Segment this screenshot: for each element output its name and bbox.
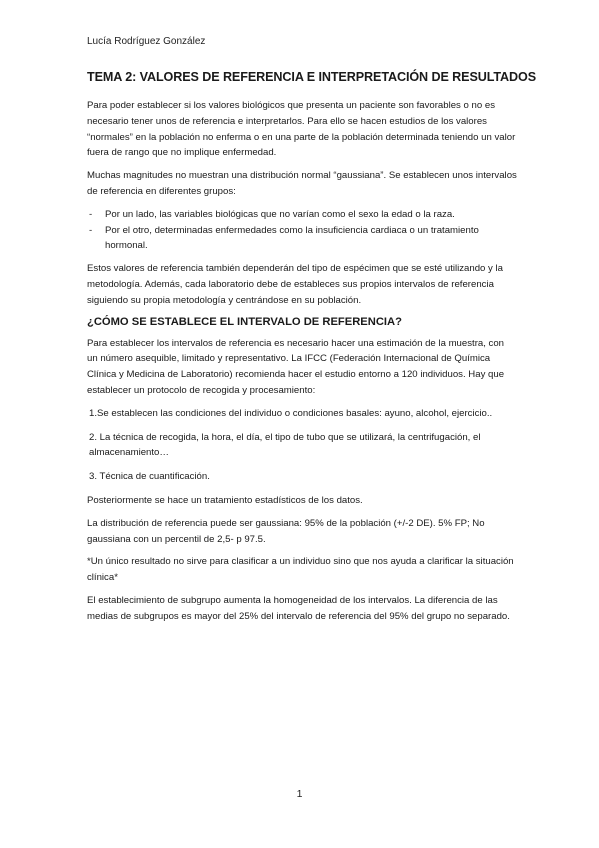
section-heading: ¿CÓMO SE ESTABLECE EL INTERVALO DE REFERENCIA? — [87, 315, 402, 328]
protocol-step-1: 1.Se establecen las condiciones del individuo o condiciones basales: ayuno, alcohol, ejercicio.. — [89, 407, 493, 419]
bullet-dash: - — [89, 208, 93, 220]
subgroup-paragraph: El establecimiento de subgrupo aumenta la homogeneidad de los intervalos. La diferencia de las medias de subgrupos es mayor del 25% del intervalo de referencia del 95% del grupo no separado. — [87, 594, 510, 622]
protocol-step-2: 2. La técnica de recogida, la hora, el día, el tipo de tubo que se utilizará, la centrifugación, el almacenamiento… — [89, 431, 481, 459]
page-number: 1 — [296, 788, 303, 800]
list-item — [87, 223, 517, 255]
header-author: Lucía Rodríguez González — [87, 36, 206, 47]
reference-groups-list — [87, 207, 517, 254]
specimen-paragraph: Estos valores de referencia también dependerán del tipo de espécimen que se esté utilizando y la metodología. Además, cada laboratorio debe de estableces sus propios intervalos de referencia siguiendo su propia metodología y centrándose en su población. — [87, 263, 503, 306]
distribution-paragraph: La distribución de referencia puede ser gaussiana: 95% de la población (+/-2 DE). 5% FP; No gaussiana con un percentil de 2,5- p 97.5. — [87, 517, 485, 545]
list-item — [87, 207, 517, 223]
note-paragraph: *Un único resultado no sirve para clasificar a un individuo sino que nos ayuda a clarificar la situación clínica* — [87, 556, 514, 584]
intro-paragraph-1: Para poder establecer si los valores biológicos que presenta un paciente son favorables o no es necesario tener unos de referencia e interpretarlos. Para ello se hacen estudios de los valores “normales” en la población no enferma o en una parte de la población determinada teniendo un valor fuera de rango que no implique enfermedad. — [87, 100, 516, 159]
document-body — [87, 70, 537, 632]
statistics-paragraph: Posteriormente se hace un tratamiento estadísticos de los datos. — [87, 494, 363, 506]
protocol-step-3: 3. Técnica de cuantificación. — [89, 471, 210, 483]
document-title: TEMA 2: VALORES DE REFERENCIA E INTERPRETACIÓN DE RESULTADOS — [87, 70, 537, 84]
intro-paragraph-2: Muchas magnitudes no muestran una distribución normal “gaussiana”. Se establecen unos intervalos de referencia en diferentes grupos: — [87, 170, 517, 197]
list-item-text: Por el otro, determinadas enfermedades como la insuficiencia cardiaca o un tratamiento hormonal. — [105, 224, 479, 252]
estimation-paragraph: Para establecer los intervalos de referencia es necesario hacer una estimación de la muestra, con un número asequible, limitado y representativo. La IFCC (Federación Internacional de Química Clínica y Medicina de Laboratorio) recomienda hacer el estudio entorno a 120 individuos. Hay que establecer un protocolo de recogida y procesamiento: — [87, 337, 505, 396]
bullet-dash: - — [89, 224, 93, 236]
list-item-text: Por un lado, las variables biológicas que no varían como el sexo la edad o la raza. — [105, 208, 455, 220]
